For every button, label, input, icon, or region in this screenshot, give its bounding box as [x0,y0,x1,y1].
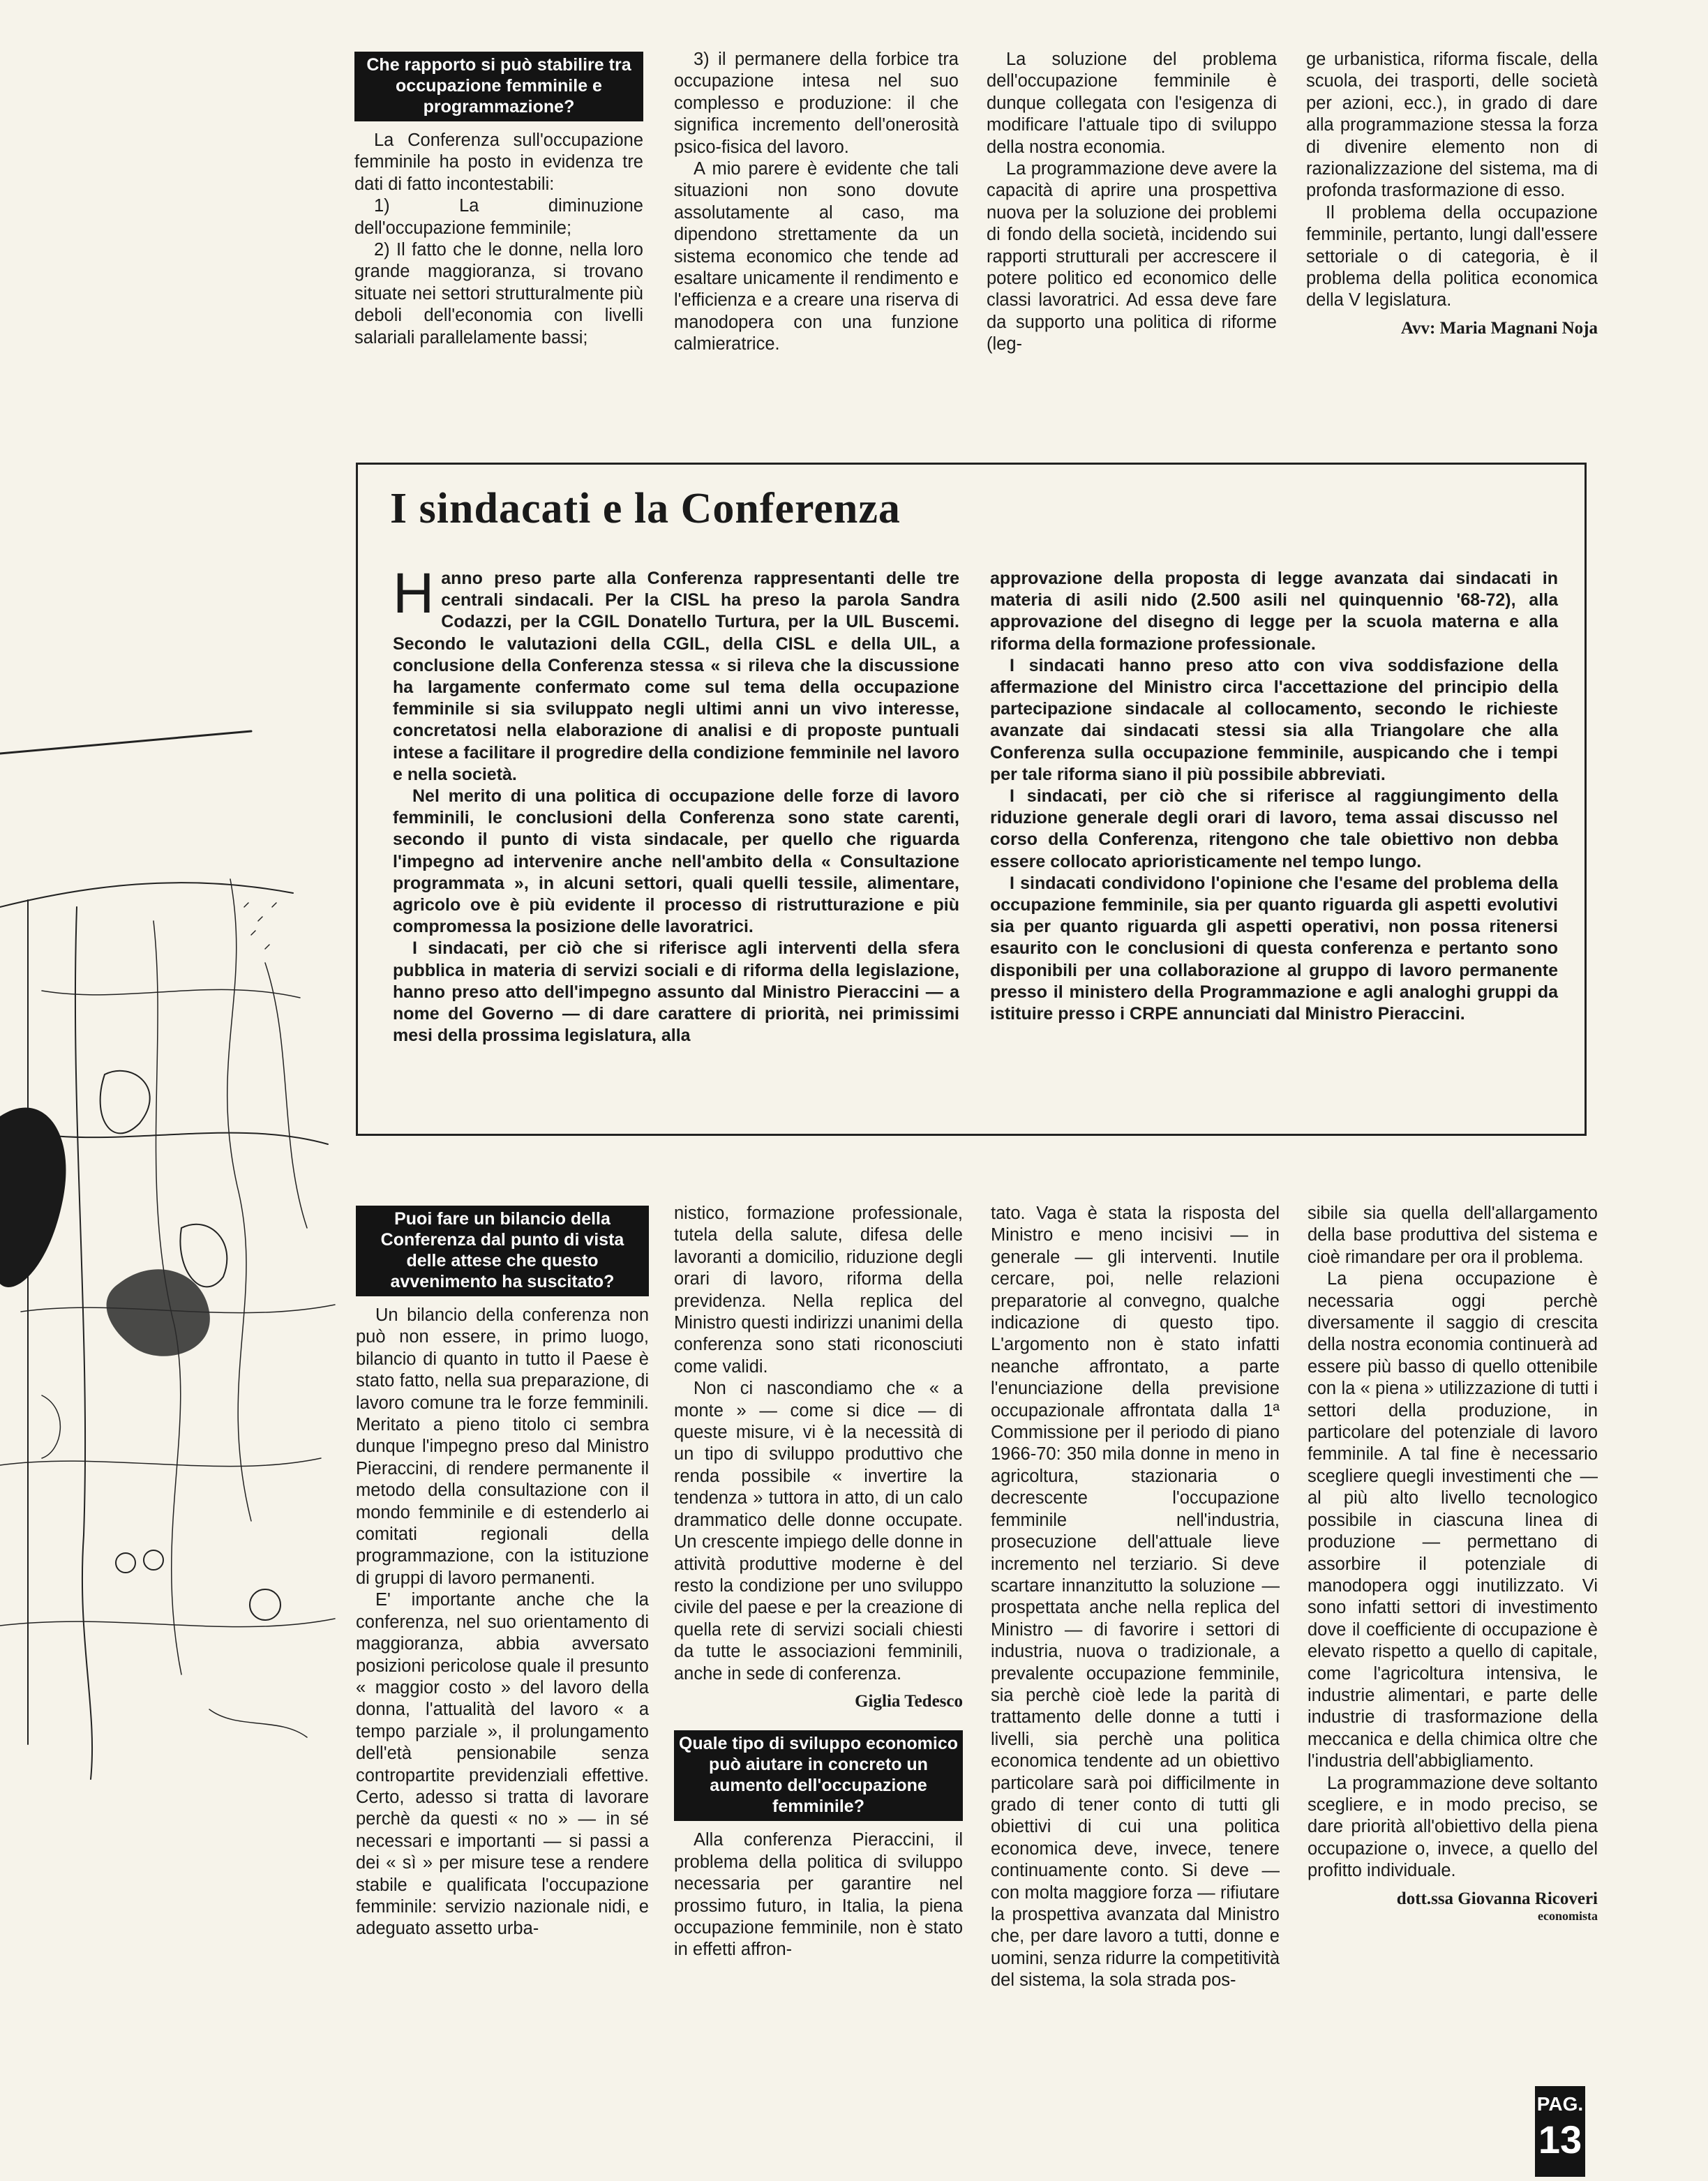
top-column-4 [1306,49,1598,339]
paragraph: La programmazione deve avere la capacità di aprire una prospettiva nuova per la soluzione dei problemi di fondo della società, incidendo sui rapporti strutturali per accrescere il potere politico ed economico delle classi lavoratrici. Ad essa deve fare da supporto una politica di riforme (leg- [987,159,1277,354]
paragraph: 2) Il fatto che le donne, nella loro grande maggioranza, si trovano situate nei settori strutturalmente più deboli dell'economia con livelli salariali parallelamente bassi; [354,240,643,347]
drop-cap: H [393,562,435,625]
bottom-column-1 [356,1206,649,1940]
ink-illustration [0,698,349,1814]
page-label: PAG. [1536,2093,1584,2115]
signature: Giglia Tedesco [855,1691,963,1711]
paragraph: Nel merito di una politica di occupazione delle forze di lavoro femminili, le conclusioni della Conferenza sono state carenti, secondo il punto di vista sindacale, per quello che riguarda l'impegno ad intervenire anche nell'ambito della « Consultazione programmata », in alcuni settori, quali quelli tessile, alimentare, agricolo ove è più evidente il processo di ristrutturazione e più compromessa la posizione delle lavoratrici. [393,786,959,937]
article-title: I sindacati e la Conferenza [390,485,901,532]
paragraph: I sindacati, per ciò che si riferisce agli interventi della sfera pubblica in materia di servizi sociali e di riforma della legislazione, hanno preso atto dell'impegno assunto dal Ministro Pieraccini — a nome del Governo — di dare carattere di priorità, nei primissimi mesi della prossima legislatura, alla [393,938,959,1046]
boxed-column-right [990,568,1558,1025]
top-column-3 [987,49,1277,356]
paragraph: 1) La diminuzione dell'occupazione femminile; [354,196,643,238]
paragraph: A mio parere è evidente che tali situazioni non sono dovute assolutamente al caso, ma dipendono strettamente da un sistema economico che tende ad esaltare unicamente il rendimento e l'efficienza e a creare una riserva di manodopera con una funzione calmieratrice. [674,159,959,354]
bottom-column-2 [674,1203,963,1961]
paragraph: La Conferenza sull'occupazione femminile ha posto in evidenza tre dati di fatto incontestabili: [354,130,643,194]
bottom-column-4 [1308,1203,1598,1923]
top-column-1 [354,52,643,349]
paragraph: ge urbanistica, riforma fiscale, della scuola, dei trasporti, delle società per azioni, ecc.), in grado di dare alla programmazione stessa la forza di divenire elemento non di razionalizzazione del sistema, ma di profonda trasformazione di esso. [1306,50,1598,201]
paragraph: E' importante anche che la conferenza, nel suo orientamento di maggioranza, abbia avversato posizioni pericolose quale il presunto « maggior costo » del lavoro della donna, l'attualità del lavoro « a tempo parziale », il prolungamento dell'età pensionabile senza contropartite previdenziali effettive. Certo, adesso si tratta di lavorare perchè da questi « no » — in sé necessari e importanti — si passi a dei « sì » per misure tese a rendere stabile e qualificata l'occupazione femminile: servizio nazionale nidi, e adeguato assetto urba- [356,1590,649,1939]
paragraph: I sindacati, per ciò che si riferisce al raggiungimento della riduzione generale degli orari di lavoro, tema assai discusso nel corso della Conferenza, ritengono che tale obiettivo non debba essere collocato aprioristicamente nel tempo lungo. [990,786,1558,871]
paragraph: I sindacati hanno preso atto con viva soddisfazione della affermazione del Ministro circa l'accettazione del principio della partecipazione sindacale al collocamento, secondo le richieste avanzate dai sindacati stessi sia alla Triangolare che alla Conferenza sulla occupazione femminile, auspicando che i tempi per tale riforma siano il più possibile abbreviati. [990,655,1558,784]
author-role: economista [1538,1908,1598,1923]
question-heading: Puoi fare un bilancio della Conferenza dal punto di vista delle attese che questo avvenimento ha suscitato? [356,1206,649,1296]
boxed-article [356,463,1587,1136]
paragraph: I sindacati condividono l'opinione che l'esame del problema della occupazione femminile, sia per quanto riguarda gli aspetti evolutivi sia per quanto riguarda gli aspetti operativi, non possa ritenersi esaurito con le conclusioni di questa conferenza e pertanto sono disponibili per una collaborazione al gruppo di lavoro permanente presso il ministero della Programmazione e agli analoghi gruppi da istituire presso i CRPE annunciati dal Ministro Pieraccini. [990,873,1558,1024]
question-heading: Che rapporto si può stabilire tra occupazione femminile e programmazione? [354,52,643,121]
paragraph: La programmazione deve soltanto scegliere, e in modo preciso, se dare priorità all'obiettivo della piena occupazione o, invece, a quello del profitto individuale. [1308,1773,1598,1881]
paragraph: Alla conferenza Pieraccini, il problema della politica di sviluppo necessaria per garantire nel prossimo futuro, in Italia, la piena occupazione femminile, non è stato in effetti affron- [674,1830,963,1960]
paragraph-text: anno preso parte alla Conferenza rappresentanti delle tre centrali sindacali. Per la CISL ha preso la parola Sandra Codazzi, per la CGIL Donatello Turtura, per la UIL Buscemi. Secondo le valutazioni della CGIL, della CISL e della UIL, a conclusione della Conferenza stessa « si rileva che la discussione ha largamente confermato come sul tema della occupazione femminile si sia sviluppato negli ultimi anni un vivo interesse, concretatosi nella elaborazione di analisi e di proposte puntuali intese a facilitare il progredire della condizione femminile nel lavoro e nella società. [393,569,959,784]
question-heading: Quale tipo di sviluppo economico può aiutare in concreto un aumento dell'occupazione femminile? [674,1730,963,1821]
paragraph: Non ci nascondiamo che « a monte » — come si dice — di queste misure, vi è la necessità di un tipo di sviluppo produttivo che renda possibile « invertire la tendenza » tuttora in atto, di un calo drammatico delle donne occupate. Un crescente impiego delle donne in attività produttive moderne è del resto la condizione per uno sviluppo civile del paese e per la creazione di quella rete di servizi sociali chiesti da tutte le associazioni femminili, anche in sede di conferenza. [674,1379,963,1684]
signature: Avv: Maria Magnani Noja [1400,318,1598,338]
paragraph: nistico, formazione professionale, tutela della salute, difesa delle lavoranti a domicilio, riduzione degli orari di lavoro, riforma della previdenza. Nella replica del Ministro questi indirizzi unanimi della conferenza sono stati riconosciuti come validi. [674,1204,963,1377]
boxed-column-left [393,562,959,1047]
paragraph: tato. Vaga è stata la risposta del Ministro e meno incisivi — in generale — gli interventi. Inutile cercare, poi, nelle relazioni preparatorie al convegno, qualche indicazione di questo tipo. L'argomento non è stato infatti neanche affrontato, a parte l'enunciazione della previsione occupazionale affrontata dalla 1ª Commissione per il periodo di piano 1966-70: 350 mila donne in meno in agricoltura, stazionaria o decrescente l'occupazione femminile nell'industria, prosecuzione dell'attuale lieve incremento nel terziario. Si deve scartare innanzitutto la soluzione — prospettata anche nella replica del Ministro — di favorire i settori di industria, nuova o tradizionale, a prevalente occupazione femminile, sia perchè cioè lede la parità di trattamento delle donne a tutti i livelli, sia perchè una politica economica tendente ad un obiettivo particolare sarà poi difficilmente in grado di tener conto di tutti gli obiettivi di cui una politica economica deve, invece, tenere continuamente conto. Si deve — con molta maggiore forza — rifiutare la prospettiva avanzata dal Ministro che, per dare lavoro a tutti, donne e uomini, senza ridurre la competitività del sistema, la sola strada pos- [991,1204,1280,1991]
paragraph: La soluzione del problema dell'occupazione femminile è dunque collegata con l'esigenza di modificare l'attuale tipo di sviluppo della nostra economia. [987,50,1277,157]
bottom-column-3 [991,1203,1280,1992]
paragraph: sibile sia quella dell'allargamento della base produttiva del sistema e cioè rimandare per ora il problema. [1308,1204,1598,1267]
top-column-2 [674,49,959,356]
signature: dott.ssa Giovanna Ricoveri [1396,1889,1598,1908]
page-number-badge [1535,2086,1585,2177]
paragraph: Il problema della occupazione femminile, pertanto, lungi dall'essere settoriale o di categoria, è il problema della politica economica della V legislatura. [1306,202,1598,310]
paragraph: La piena occupazione è necessaria oggi perchè diversamente il saggio di crescita della nostra economia continuerà ad essere più basso di quello ottenibile con la « piena » utilizzazione di tutti i settori della produzione, in particolare del potenziale di lavoro femminile. A tal fine è necessario scegliere quegli investimenti che — al più alto livello tecnologico possibile in ciascuna linea di produzione — permettano di assorbire il potenziale di manodopera oggi inutilizzato. Vi sono infatti settori di investimento dove il coefficiente di occupazione è elevato rispetto a quello di capitale, come l'agricoltura intensiva, le industrie alimentari, e parte delle industrie di trasformazione della meccanica e della chimica oltre che l'industria dell'abbigliamento. [1308,1269,1598,1771]
paragraph: Un bilancio della conferenza non può non essere, in primo luogo, bilancio di quanto in tutto il Paese è stato fatto, nella sua preparazione, di lavoro comune tra le forze femminili. Meritato a pieno titolo ci sembra dunque l'impegno preso dal Ministro Pieraccini, di rendere permanente il metodo della consultazione con il mondo femminile e di estenderlo ai comitati regionali della programmazione, con la istituzione di gruppi di lavoro permanenti. [356,1305,649,1588]
paragraph: 3) il permanere della forbice tra occupazione intesa nel suo complesso e produzione: il che significa incremento dell'onerosità psico-fisica del lavoro. [674,50,959,157]
page-number: 13 [1538,2118,1582,2161]
paragraph [393,562,959,786]
paragraph: approvazione della proposta di legge avanzata dai sindacati in materia di asili nido (2.500 asili nel quinquennio '68-72), alla approvazione del disegno di legge per la scuola materna e alla riforma della formazione professionale. [990,569,1558,654]
